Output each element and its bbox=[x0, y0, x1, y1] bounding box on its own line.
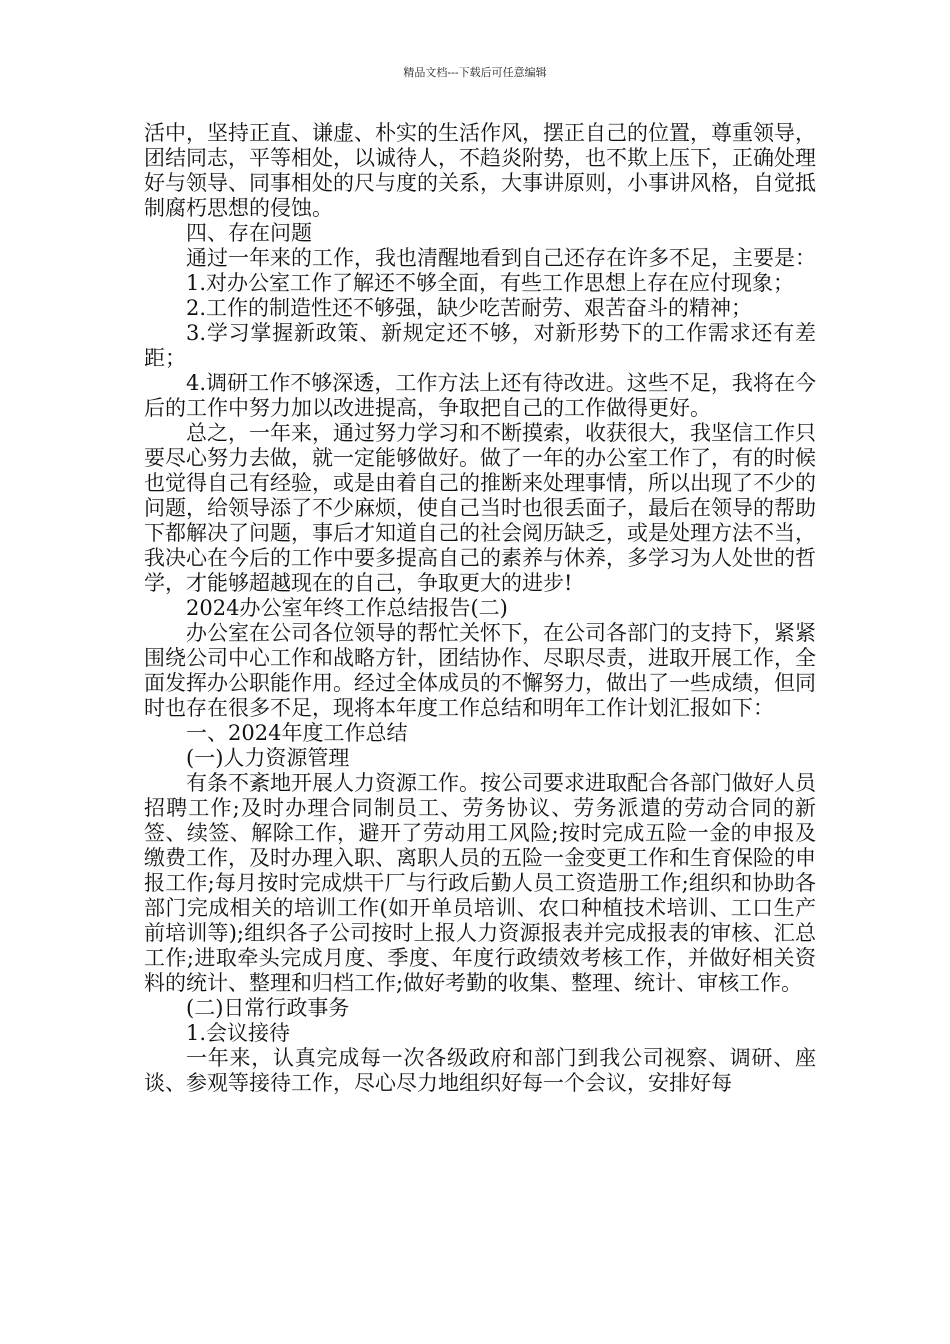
paragraph: 活中，坚持正直、谦虚、朴实的生活作风，摆正自己的位置，尊重领导，团结同志，平等相处，以诚待人，不趋炎附势，也不欺上压下，正确处理好与领导、同事相处的尺与度的关系，大事讲原则，小事讲风格，自觉抵制腐朽思想的侵蚀。 bbox=[144, 121, 816, 220]
list-item: 1.对办公室工作了解还不够全面，有些工作思想上存在应付现象； bbox=[186, 271, 795, 295]
paragraph: 有条不紊地开展人力资源工作。按公司要求进取配合各部门做好人员招聘工作;及时办理合同制员工、劳务协议、劳务派遣的劳动合同的新签、续签、解除工作，避开了劳动用工风险;按时完成五险一金的申报及缴费工作，及时办理入职、离职人员的五险一金变更工作和生育保险的申报工作;每月按时完成烘干厂与行政后勤人员工资造册工作;组织和协助各部门完成相关的培训工作(如开单员培训、农口种植技术培训、工口生产前培训等);组织各子公司按时上报人力资源报表并完成报表的审核、汇总工作;进取牵头完成月度、季度、年度行政绩效考核工作，并做好相关资料的统计、整理和归档工作;做好考勤的收集、整理、统计、审核工作。 bbox=[144, 771, 816, 995]
section-heading: 四、存在问题 bbox=[186, 221, 312, 245]
item-heading: 1.会议接待 bbox=[186, 1021, 291, 1045]
paragraph: 办公室在公司各位领导的帮忙关怀下，在公司各部门的支持下，紧紧围绕公司中心工作和战略方针，团结协作、尽职尽责，进取开展工作，全面发挥办公职能作用。经过全体成员的不懈努力，做出了一些成绩，但同时也存在很多不足，现将本年度工作总结和明年工作计划汇报如下： bbox=[144, 621, 816, 720]
paragraph: 一年来，认真完成每一次各级政府和部门到我公司视察、调研、座谈、参观等接待工作，尽心尽力地组织好每一个会议，安排好每 bbox=[144, 1046, 816, 1095]
list-item: 2.工作的制造性还不够强，缺少吃苦耐劳、艰苦奋斗的精神； bbox=[186, 296, 753, 320]
subsection-heading: (一)人力资源管理 bbox=[186, 746, 350, 770]
report-title: 2024办公室年终工作总结报告(二) bbox=[186, 596, 508, 620]
list-item: 3.学习掌握新政策、新规定还不够，对新形势下的工作需求还有差距； bbox=[144, 321, 816, 370]
page-header: 精品文档---下载后可任意编辑 bbox=[403, 66, 547, 79]
subsection-heading: (二)日常行政事务 bbox=[186, 996, 350, 1020]
list-item: 4.调研工作不够深透，工作方法上还有待改进。这些不足，我将在今后的工作中努力加以改进提高，争取把自己的工作做得更好。 bbox=[144, 371, 816, 420]
document-body bbox=[144, 121, 816, 1096]
paragraph: 通过一年来的工作，我也清醒地看到自己还存在许多不足，主要是： bbox=[186, 246, 816, 270]
section-heading: 一、2024年度工作总结 bbox=[186, 721, 408, 745]
paragraph: 总之，一年来，通过努力学习和不断摸索，收获很大，我坚信工作只要尽心努力去做，就一定能够做好。做了一年的办公室工作了，有的时候也觉得自己有经验，或是由着自己的推断来处理事情，所以出现了不少的问题，给领导添了不少麻烦，使自己当时也很丢面子，最后在领导的帮助下都解决了问题，事后才知道自己的社会阅历缺乏，或是处理方法不当，我决心在今后的工作中要多提高自己的素养与休养，多学习为人处世的哲学，才能够超越现在的自己，争取更大的进步! bbox=[144, 421, 816, 595]
